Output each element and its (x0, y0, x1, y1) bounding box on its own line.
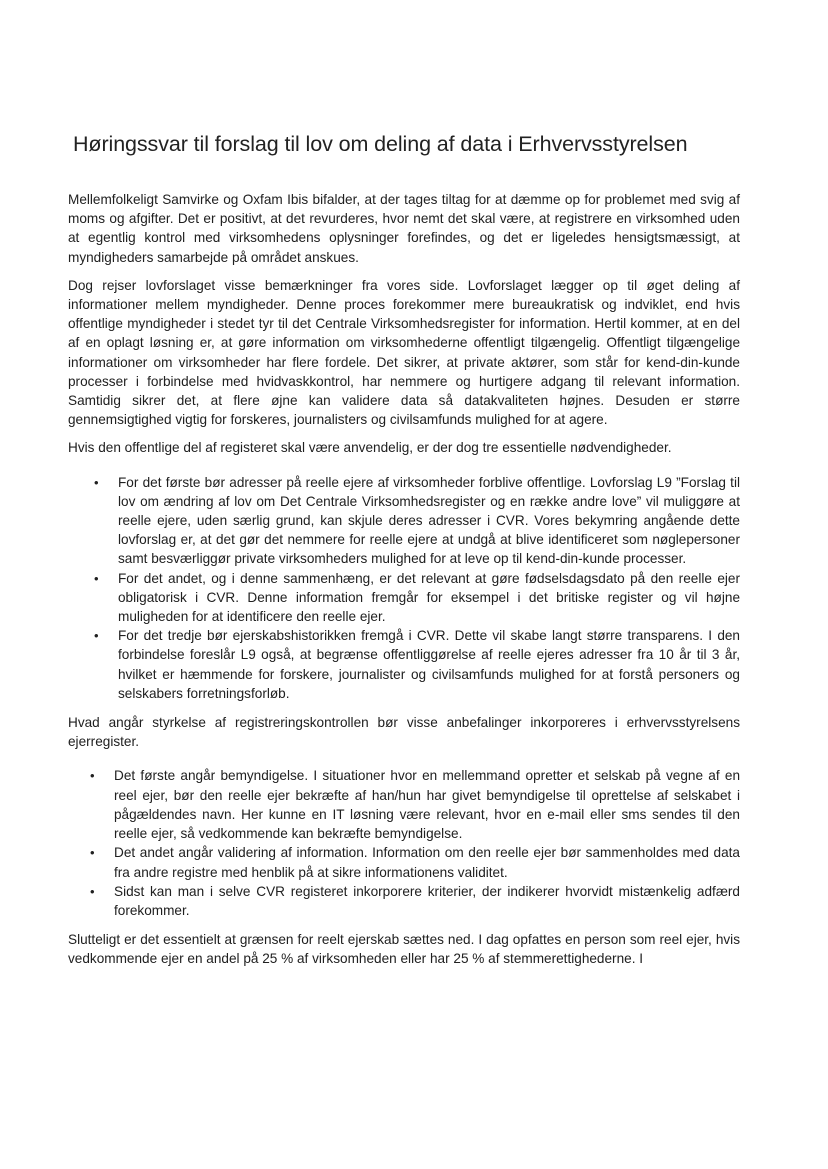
list-item-text: For det tredje bør ejerskabshistorikken fremgå i CVR. Dette vil skabe langt større transparens. I den forbindelse foreslår L9 også, at begrænse offentliggørelse af reelle ejeres adresser fra 10 år til 3 år, hvilket er hæmmende for forskere, journalister og civilsamfunds mulighed for at forstå personers og selskabers forretningsforløb. (118, 628, 740, 701)
list-item-text: Det første angår bemyndigelse. I situationer hvor en mellemmand opretter et selskab på vegne af en reel ejer, bør den reelle ejer bekræfte af han/hun har givet bemyndigelse til oprettelse af selskabet i pågældendes navn. Her kunne en IT løsning være relevant, hvor en e-mail eller sms sendes til den reelle ejer, så vedkommende kan bekræfte bemyndigelse. (114, 768, 740, 842)
bullet-icon: • (94, 474, 99, 490)
list-item (90, 882, 740, 920)
list-item-text: For det andet, og i denne sammenhæng, er det relevant at gøre fødselsdagsdato på den reelle ejer obligatorisk i CVR. Denne information fremgår for eksempel i det britiske register og vil højne muligheden for at identificere den reelle ejer. (118, 570, 740, 625)
paragraph-intro: Mellemfolkeligt Samvirke og Oxfam Ibis bifalder, at der tages tiltag for at dæmme op for problemet med svig af moms og afgifter. Det er positivt, at det revurderes, hvor nemt det skal være, at registrere en virksomhed uden at egentlig kontrol med virksomhedens oplysninger forefindes, og det er ligeledes hensigtsmæssigt, at myndigheders samarbejde på området anskues. (68, 192, 740, 265)
list-item (94, 626, 740, 703)
paragraph-necessities: Hvis den offentlige del af registeret skal være anvendelig, er der dog tre essentielle nødvendigheder. (68, 440, 672, 456)
bullet-icon: • (94, 628, 99, 644)
list-item-text: Det andet angår validering af information. Information om den reelle ejer bør sammenholdes med data fra andre registre med henblik på at sikre informationens validitet. (114, 845, 740, 880)
list-item (94, 569, 740, 627)
list-item (90, 766, 740, 843)
document-title: Høringssvar til forslag til lov om deling af data i Erhvervsstyrelsen (73, 132, 688, 156)
bullet-icon: • (94, 570, 99, 586)
bullet-icon: • (90, 845, 95, 861)
document-body (68, 190, 740, 978)
list-item (94, 473, 740, 569)
paragraph-registration-control: Hvad angår styrkelse af registreringskontrollen bør visse anbefalinger inkorporeres i erhvervsstyrelsens ejerregister. (68, 715, 740, 750)
recommendations-list (68, 766, 740, 920)
necessities-list (68, 473, 740, 703)
paragraph-remarks: Dog rejser lovforslaget visse bemærkninger fra vores side. Lovforslaget lægger op til øget deling af informationer mellem myndigheder. Denne proces forekommer mere bureaukratisk og indviklet, end hvis offentlige myndigheder i stedet tyr til det Centrale Virksomhedsregister for information. Hertil kommer, at en del af en oplagt løsning er, at gøre information om virksomhederne offentligt tilgængelig. Offentligt tilgængelige informationer om virksomheder har flere fordele. Det sikrer, at private aktører, som står for kend-din-kunde processer i forbindelse med hvidvaskkontrol, har nemmere og hurtigere adgang til relevant information. Samtidig sikrer det, at flere øjne kan validere data så datakvaliteten højnes. Desuden er større gennemsigtighed vigtig for forskeres, journalisters og civilsamfunds mulighed for at agere. (68, 277, 740, 428)
paragraph-threshold: Slutteligt er det essentielt at grænsen for reelt ejerskab sættes ned. I dag opfattes en person som reel ejer, hvis vedkommende ejer en andel på 25 % af virksomheden eller har 25 % af stemmerettighederne. I (68, 932, 740, 967)
list-item-text: For det første bør adresser på reelle ejere af virksomheder forblive offentlige. Lovforslag L9 ”Forslag til lov om ændring af lov om Det Centrale Virksomhedsregister og en række andre love” vil muliggøre at reelle ejere, uden særlig grund, kan skjule deres adresser i CVR. Vores bekymring angående dette lovforslag er, at det gør det nemmere for reelle ejere at undgå at blive identificeret som nøglepersoner samt besværliggør private virksomheders mulighed for at leve op til kend-din-kunde processer. (118, 474, 740, 567)
bullet-icon: • (90, 883, 95, 899)
list-item (90, 843, 740, 881)
list-item-text: Sidst kan man i selve CVR registeret inkorporere kriterier, der indikerer hvorvidt mistænkelig adfærd forekommer. (114, 883, 740, 918)
bullet-icon: • (90, 768, 95, 784)
